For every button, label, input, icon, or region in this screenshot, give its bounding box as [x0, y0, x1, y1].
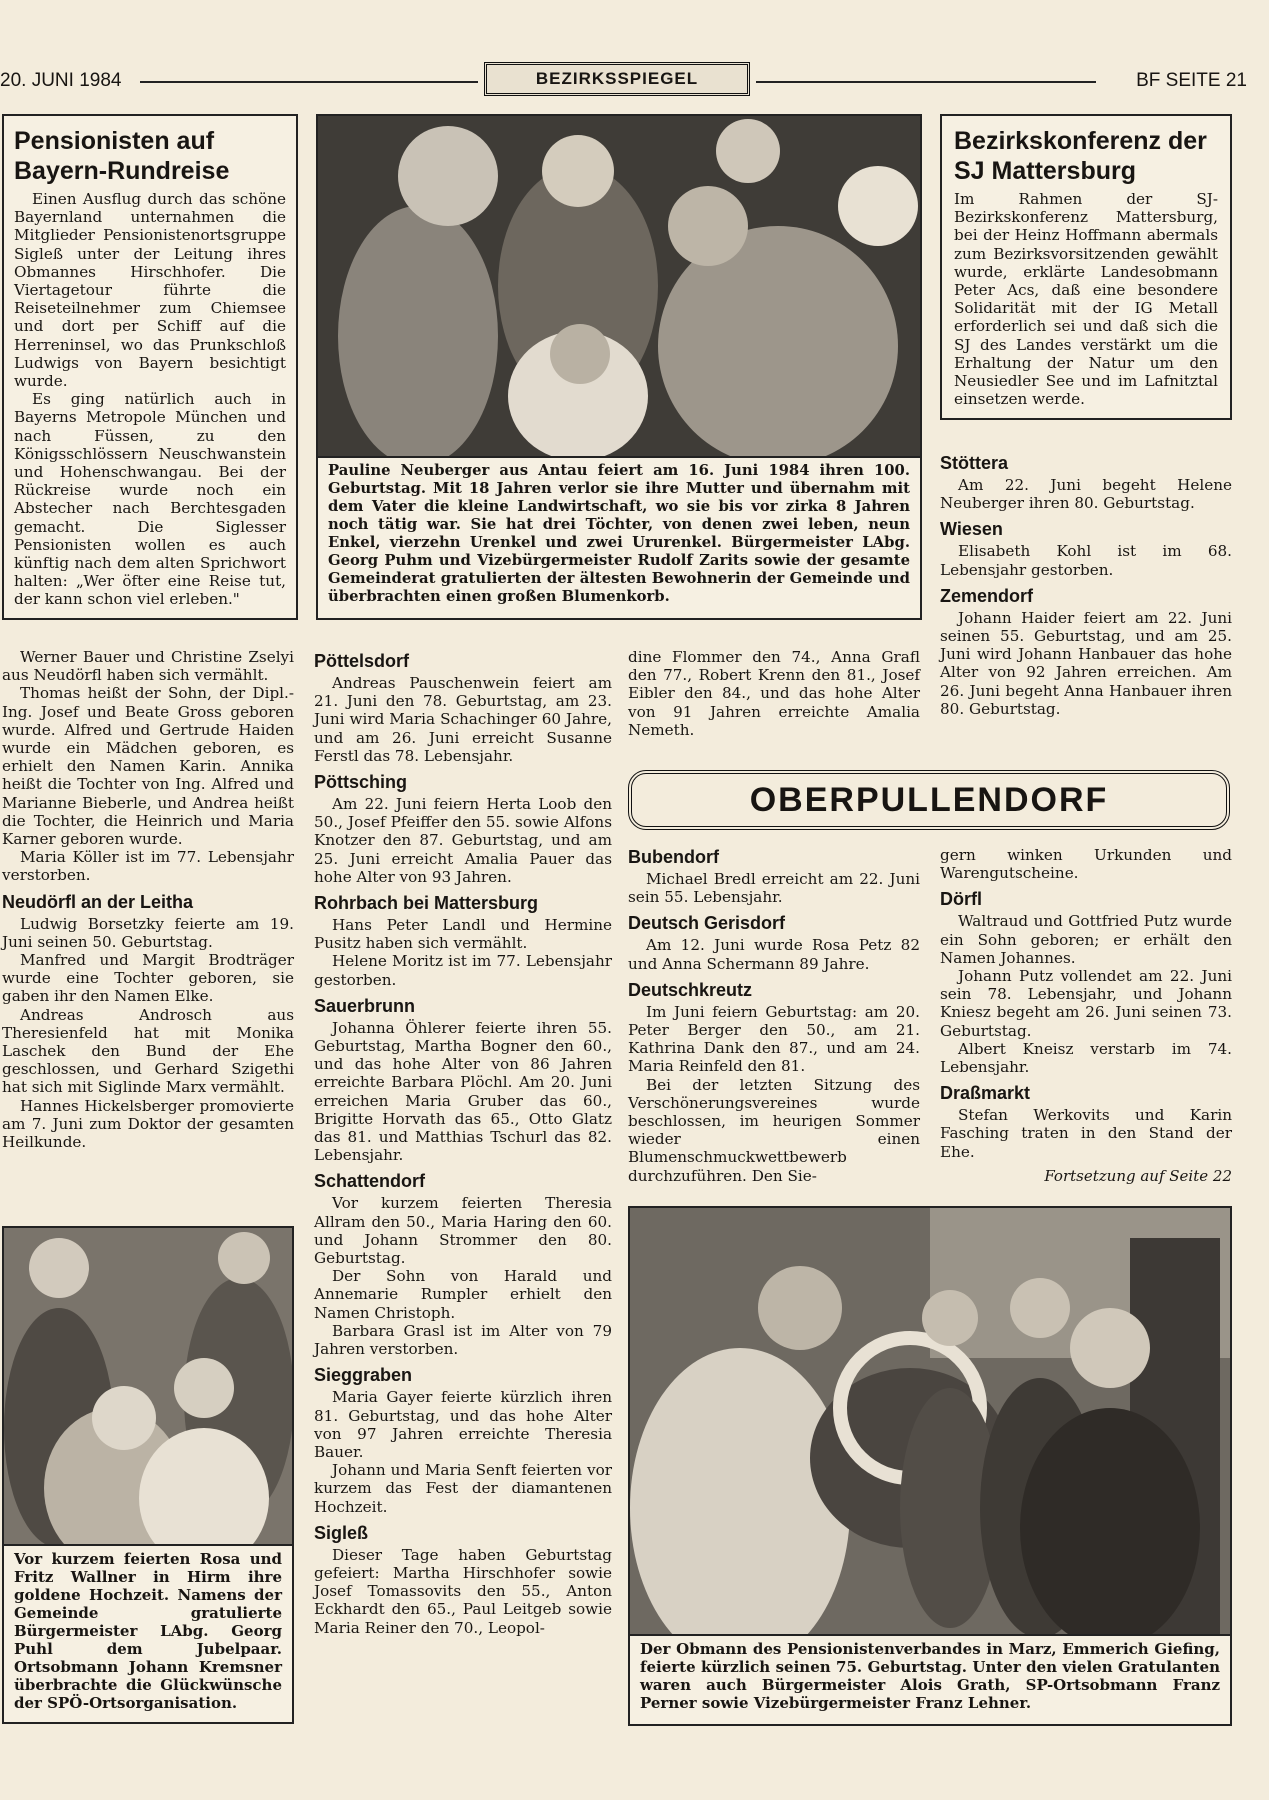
photo-centenarian	[316, 114, 922, 460]
page-number: BF SEITE 21	[1136, 70, 1247, 91]
paragraph: Hannes Hickelsberger promovierte am 7. Juni zum Doktor der gesamten Heilkunde.	[2, 1096, 294, 1152]
locality-text: Stefan Werkovits und Karin Fasching traten in den Stand der Ehe.	[940, 1106, 1232, 1161]
locality-text: Dieser Tage haben Geburtstag gefeiert: Martha Hirschhofer sowie Josef Tomassovits den 55., Anton Eckhardt den 65., Paul Leitgeb sowie Maria Reiner den 70., Leopol-	[314, 1545, 612, 1637]
column-right-top	[940, 446, 1232, 718]
continued-note: Fortsetzung auf Seite 22	[1044, 1166, 1232, 1185]
column-left	[2, 648, 294, 1151]
column-middle	[314, 644, 612, 1637]
locality-heading: Deutsch Gerisdorf	[628, 913, 786, 934]
locality-heading: Schattendorf	[314, 1171, 426, 1192]
locality-text: Michael Bredl erreicht am 22. Juni sein 55. Lebensjahr.	[628, 870, 920, 907]
article-body	[2, 648, 294, 885]
paragraph: Maria Köller ist im 77. Lebensjahr verstorben.	[2, 848, 294, 885]
locality-text: Vor kurzem feierten Theresia Allram den 50., Maria Haring den 60. und Johann Strommer den 80. Geburtstag. Der Sohn von Harald und Annemarie Rumpler erhielt den Namen Christoph. Barbara Grasl ist im Alter von 79 Jahren verstorben.	[314, 1194, 612, 1359]
masthead-rule-right	[756, 81, 1096, 83]
locality-heading: Sieggraben	[314, 1365, 413, 1386]
locality-text: Maria Gayer feierte kürzlich ihren 81. Geburtstag, und das hohe Alter von 97 Jahren erreichte Theresia Bauer. Johann und Maria Senft feierten vor kurzem das Fest der diamantenen Hochzeit.	[314, 1388, 612, 1516]
paragraph: Es ging natürlich auch in Bayerns Metropole München und nach Füssen, zu den Königsschlössern Neuschwanstein und Hohenschwangau. Bei der Rückreise wurde noch ein Abstecher nach Berchtesgaden gemacht. Die Siglesser Pensionisten wollen es auch künftig nach dem alten Sprichwort halten: „Wer öfter eine Reise tut, der kann schon viel erleben."	[14, 390, 286, 609]
locality-text: Im Juni feiern Geburtstag: am 20. Peter Berger den 50., am 21. Kathrina Dank den 87., und am 24. Maria Reinfeld den 81. Bei der letzten Sitzung des Verschönerungsvereines wurde beschlossen, im heurigen Sommer wieder einen Blumenschmuckwettbewerb durchzuführen. Den Sie-	[628, 1002, 920, 1185]
paragraph: Ludwig Borsetzky feierte am 19. Juni seinen 50. Geburtstag.	[2, 914, 294, 951]
locality-heading: Sigleß	[314, 1522, 369, 1543]
masthead-rule-left	[140, 81, 478, 83]
article-sj-mattersburg	[940, 114, 1232, 420]
issue-date: 20. JUNI 1984	[0, 70, 122, 91]
photo-caption: Pauline Neuberger aus Antau feiert am 16. Juni 1984 ihren 100. Geburtstag. Mit 18 Jahren verlor sie ihre Mutter und übernahm mit dem Vater die kleine Landwirtschaft, wo sie bis vor zirka 8 Jahren noch tätig war. Sie hat drei Töchter, von denen zwei leben, neun Enkel, vierzehn Urenkel und zwei Ururenkel. Bürgermeister LAbg. Georg Puhm und Vizebürgermeister Rudolf Zarits sowie der gesamte Gemeinderat gratulierten der ältesten Bewohnerin der Gemeinde und überbrachten einen großen Blumenkorb.	[316, 456, 922, 620]
photo-pension-association	[628, 1206, 1232, 1638]
article-body	[2, 915, 294, 1152]
locality-text: Am 12. Juni wurde Rosa Petz 82 und Anna Schermann 89 Jahre.	[628, 936, 920, 973]
column-oberpullendorf-b	[940, 846, 1232, 1185]
locality-heading: Bubendorf	[628, 847, 719, 867]
column-continuation: dine Flommer den 74., Anna Grafl den 77., Robert Krenn den 81., Josef Eibler den 84., und das hohe Alter von 91 Jahren erreichte Amalia Nemeth.	[628, 648, 920, 739]
paragraph: Werner Bauer und Christine Zselyi aus Neudörfl haben sich vermählt.	[2, 648, 294, 685]
section-title: BEZIRKSSPIEGEL	[484, 62, 750, 96]
article-body: Im Rahmen der SJ-Bezirkskonferenz Mattersburg, bei der Heinz Hoffmann abermals zum Bezirksvorsitzenden gewählt wurde, erklärte Landesobmann Peter Acs, daß eine besondere Solidarität mit der IG Metall erforderlich sei und daß sich die SJ des Landes verstärkt um die Erhaltung der Natur um den Neusiedler See und im Lafnitztal einsetzen werde.	[954, 190, 1218, 409]
locality-text: Elisabeth Kohl ist im 68. Lebensjahr gestorben.	[940, 542, 1232, 579]
locality-text: gern winken Urkunden und Warengutscheine.	[940, 846, 1232, 883]
locality-text: Andreas Pauschenwein feiert am 21. Juni den 78. Geburtstag, am 23. Juni wird Maria Schachinger 60 Jahre, und am 26. Juni erreicht Susanne Ferstl das 78. Lebensjahr.	[314, 674, 612, 765]
photo-caption: Der Obmann des Pensionistenverbandes in Marz, Emmerich Giefing, feierte kürzlich seinen 75. Geburtstag. Unter den vielen Gratulanten waren auch Bürgermeister Alois Grath, SP-Ortsobmann Franz Perner sowie Vizebürgermeister Franz Lehner.	[628, 1634, 1232, 1726]
photo-caption: Vor kurzem feierten Rosa und Fritz Wallner in Hirm ihre goldene Hochzeit. Namens der Gemeinde gratulierte Bürgermeister LAbg. Georg Puhl dem Jubelpaar. Ortsobmann Johann Kremsner überbrachte die Glückwünsche der SPÖ-Ortsorganisation.	[2, 1544, 294, 1724]
locality-text: Johanna Öhlerer feierte ihren 55. Geburtstag, Martha Bogner den 60., und das hohe Alter von 86 Jahren erreichte Barbara Plöchl. Am 20. Juni erreichen Maria Gruber das 60., Brigitte Horvath das 65., Otto Glatz das 81. und Matthias Tschurl das 82. Lebensjahr.	[314, 1018, 612, 1165]
photo-image	[318, 116, 922, 460]
photo-golden-wedding	[2, 1226, 294, 1546]
masthead	[0, 62, 1269, 102]
locality-text: Hans Peter Landl und Hermine Pusitz haben sich vermählt. Helene Moritz ist im 77. Lebensjahr gestorben.	[314, 916, 612, 989]
photo-image	[630, 1208, 1232, 1638]
paragraph: Einen Ausflug durch das schöne Bayernland unternahmen die Mitglieder Pensionistenortsgruppe Sigleß unter der Leitung ihres Obmannes Hirschhofer. Die Viertagetour führte die Reiseteilnehmer zum Chiemsee und dort per Schiff auf die Herreninsel, wo das Prunkschloß Ludwigs von Bayern besichtigt wurde.	[14, 190, 286, 391]
locality-text: Am 22. Juni feiern Herta Loob den 50., Josef Pfeiffer den 55. sowie Alfons Knotzer den 87. Geburtstag, und am 25. Juni erreicht Amalia Pauer das hohe Alter von 93 Jahren.	[314, 795, 612, 886]
region-banner: OBERPULLENDORF	[628, 770, 1230, 830]
locality-heading: Wiesen	[940, 519, 1003, 540]
locality-heading: Pöttsching	[314, 772, 407, 793]
locality-text: Am 22. Juni begeht Helene Neuberger ihren 80. Geburtstag.	[940, 476, 1232, 513]
locality-heading: Rohrbach bei Mattersburg	[314, 893, 539, 914]
locality-heading: Neudörfl an der Leitha	[2, 891, 194, 912]
article-body	[14, 190, 286, 609]
locality-heading: Draßmarkt	[940, 1083, 1031, 1104]
paragraph: Manfred und Margit Brodträger wurde eine Tochter geboren, sie gaben ihr den Namen Elke.	[2, 951, 294, 1006]
photo-image	[4, 1228, 294, 1546]
locality-text: Johann Haider feiert am 22. Juni seinen 55. Geburtstag, und am 25. Juni wird Johann Hanbauer das hohe Alter von 92 Jahren erreichen. Am 26. Juni begeht Anna Hanbauer ihren 80. Geburtstag.	[940, 608, 1232, 718]
locality-heading: Dörfl	[940, 889, 982, 910]
locality-text: Waltraud und Gottfried Putz wurde ein Sohn geboren; er erhält den Namen Johannes. Johann Putz vollendet am 22. Juni sein 78. Lebensjahr, und Johann Kniesz begeht am 26. Juni seinen 73. Geburtstag. Albert Kneisz verstarb im 74. Lebensjahr.	[940, 912, 1232, 1077]
article-pensionisten	[2, 114, 298, 620]
locality-heading: Sauerbrunn	[314, 995, 416, 1016]
paragraph: Andreas Androsch aus Theresienfeld hat mit Monika Laschek den Bund der Ehe geschlossen, und Gerhard Szigethi hat sich mit Siglinde Marx vermählt.	[2, 1005, 294, 1097]
locality-heading: Pöttelsdorf	[314, 651, 410, 671]
locality-heading: Deutschkreutz	[628, 979, 753, 1000]
column-oberpullendorf-a	[628, 840, 920, 1185]
paragraph: Thomas heißt der Sohn, der Dipl.-Ing. Josef und Beate Gross geboren wurde. Alfred und Gertrude Haiden wurde ein Mädchen geboren, es erhielt den Namen Karin. Annika heißt die Tochter von Ing. Alfred und Marianne Bieberle, und Andrea heißt die Tochter, die Heinrich und Maria Karner geboren wurde.	[2, 684, 294, 849]
locality-heading: Zemendorf	[940, 585, 1034, 606]
locality-heading: Stöttera	[940, 453, 1009, 473]
article-headline: Bezirkskonferenz der SJ Mattersburg	[954, 127, 1207, 185]
article-headline: Pensionisten auf Bayern-Rundreise	[14, 127, 230, 185]
